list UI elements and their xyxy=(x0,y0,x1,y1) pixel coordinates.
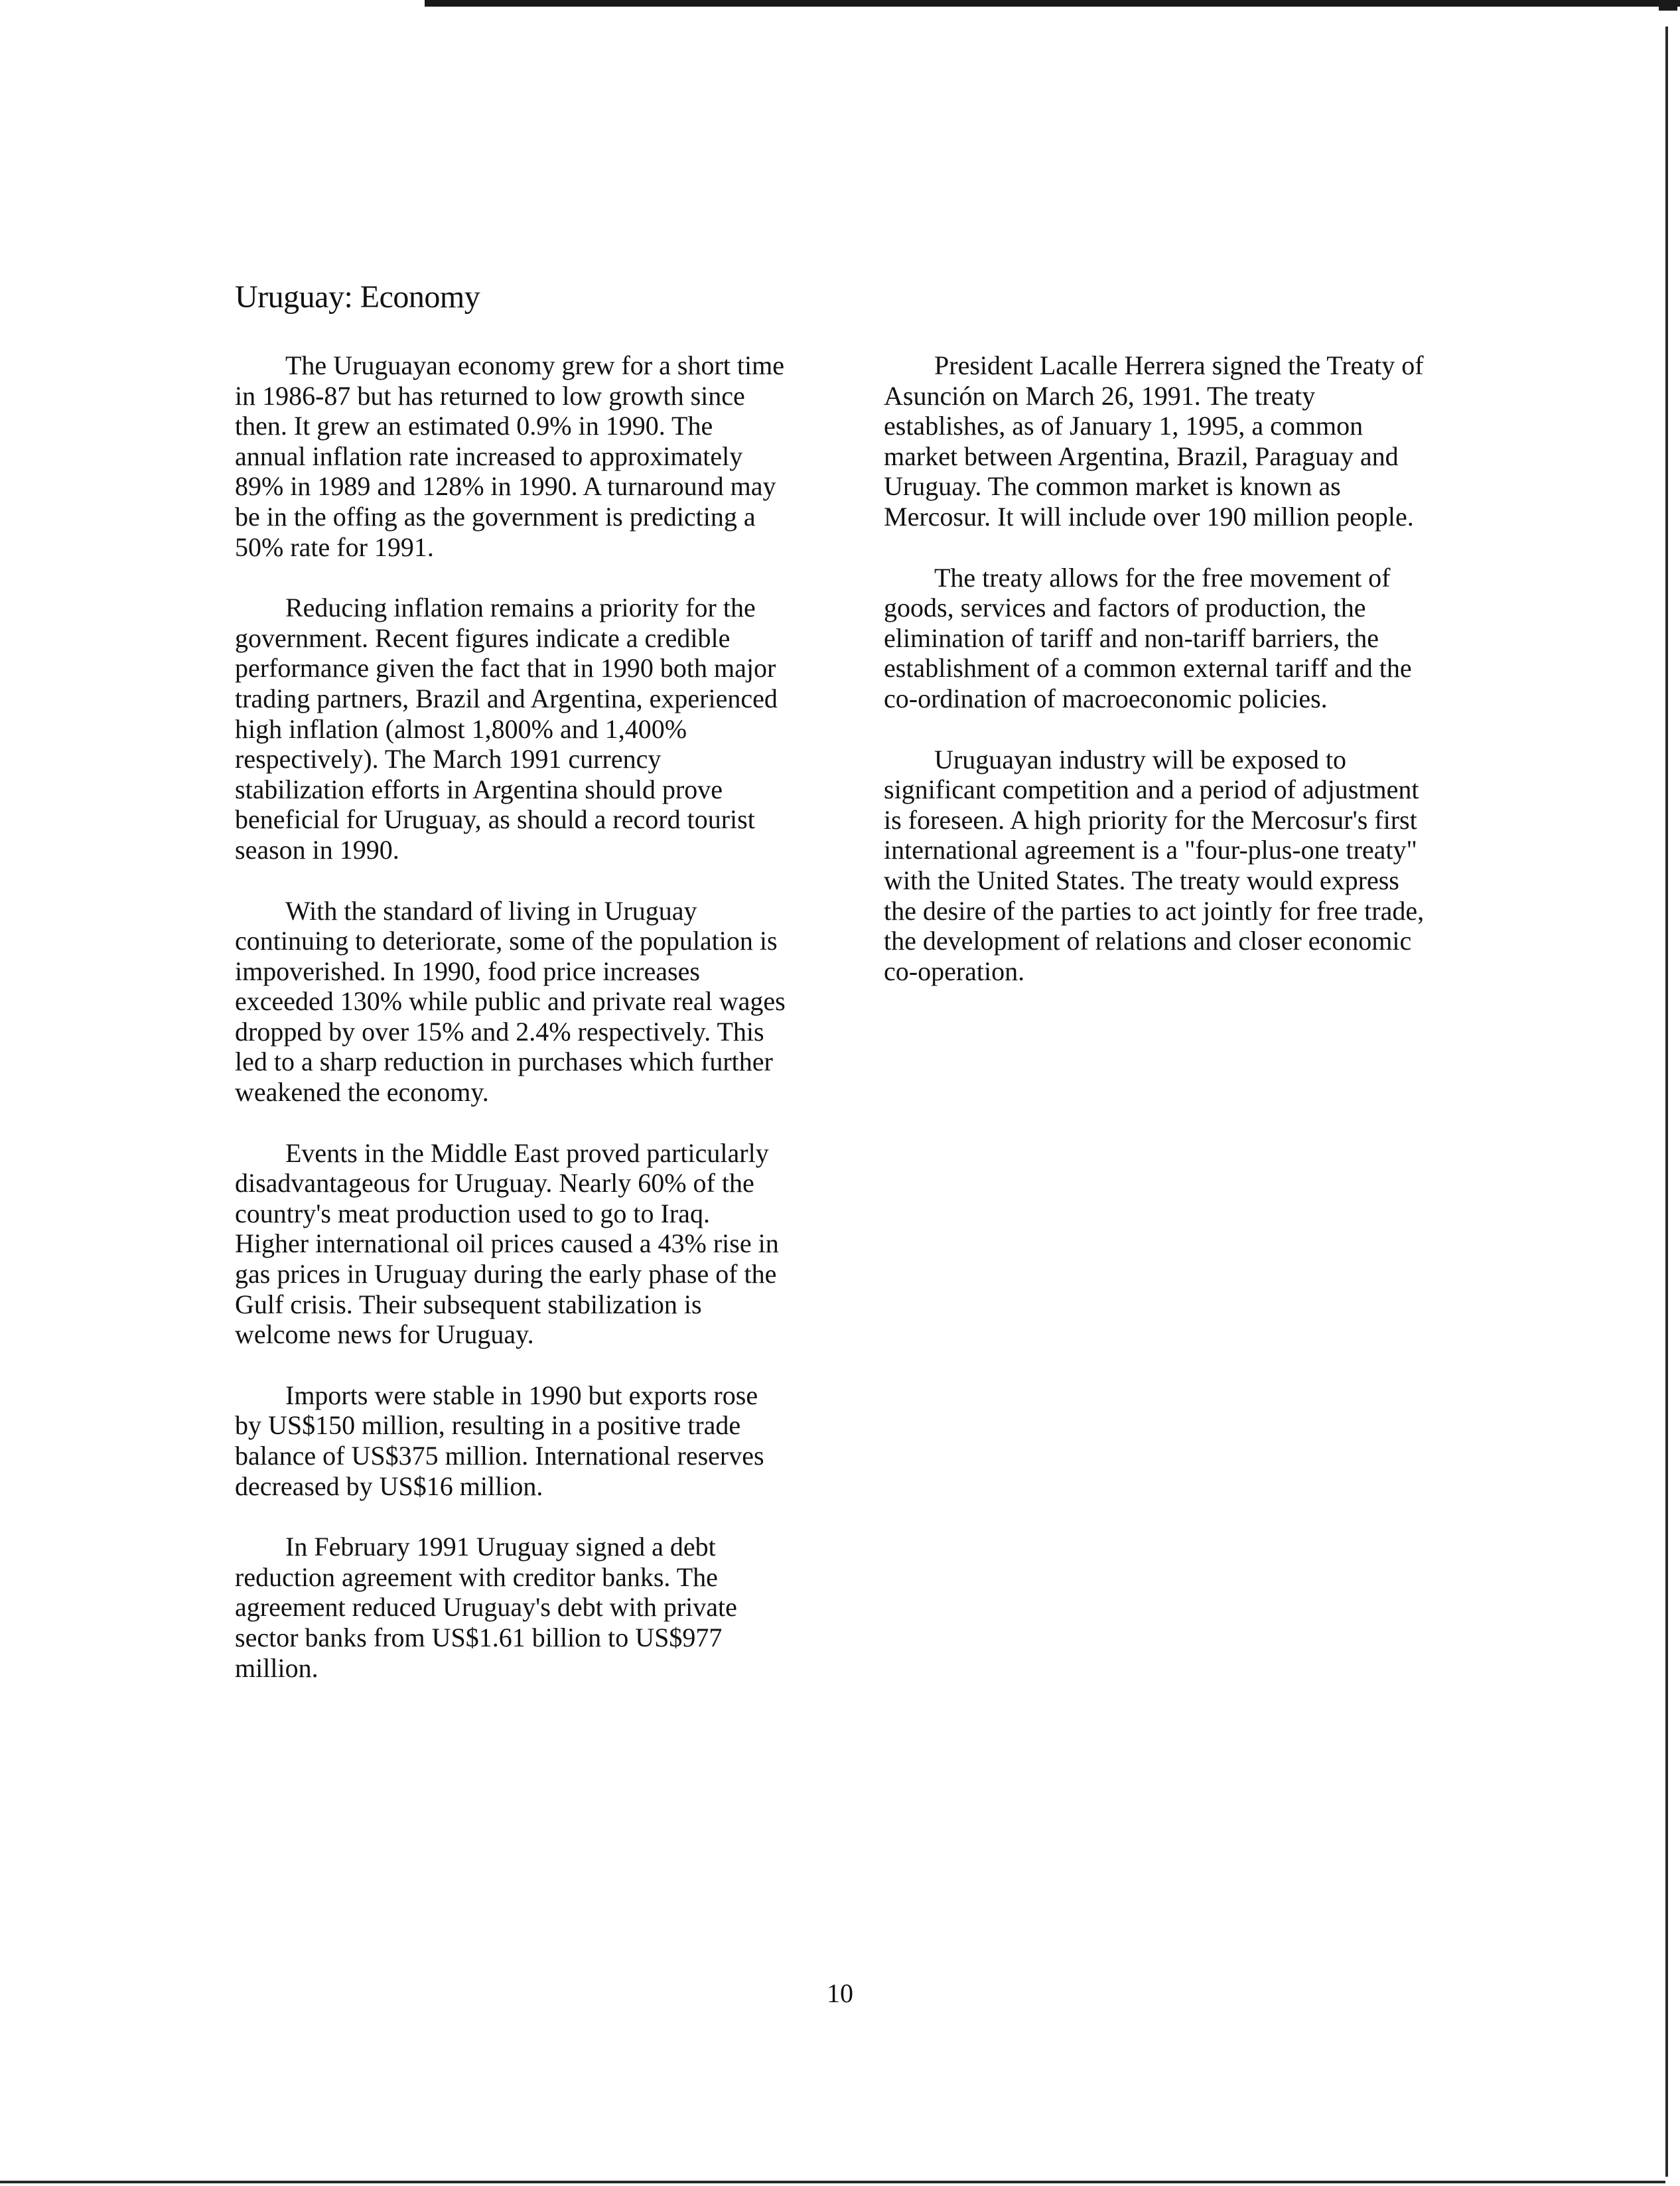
scan-bottom-border xyxy=(0,2181,1665,2183)
right-column xyxy=(884,350,1435,1017)
paragraph-standard-of-living: With the standard of living in Uruguay continuing to deteriorate, some of the population is impoverished. In 1990, food price increases exceeded 130% while public and private real wages dropped by over 15% and 2.4% respectively. This led to a sharp reduction in purchases which further weakened the economy. xyxy=(235,895,786,1108)
scan-top-border xyxy=(425,0,1680,7)
paragraph-trade-balance: Imports were stable in 1990 but exports rose by US$150 million, resulting in a positive trade balance of US$375 million. International reserves decreased by US$16 million. xyxy=(235,1380,764,1501)
page-title: Uruguay: Economy xyxy=(235,279,480,315)
paragraph-inflation-priority: Reducing inflation remains a priority for the government. Recent figures indicate a credible performance given the fact that in 1990 both major trading partners, Brazil and Argentina, experienced high inflation (almost 1,800% and 1,400% respectively). The March 1991 currency stabilization efforts in Argentina should prove beneficial for Uruguay, as should a record tourist season in 1990. xyxy=(235,593,778,865)
scan-right-border xyxy=(1665,27,1668,2177)
left-column xyxy=(235,350,786,1713)
paragraph-treaty-of-asuncion: President Lacalle Herrera signed the Treaty of Asunción on March 26, 1991. The treaty establishes, as of January 1, 1995, a common market between Argentina, Brazil, Paraguay and Uruguay. The common market is known as Mercosur. It will include over 190 million people. xyxy=(884,350,1424,532)
paragraph-industry-competition: Uruguayan industry will be exposed to significant competition and a period of adjustment is foreseen. A high priority for the Mercosur's first international agreement is a "four-plus-one treaty" with the United States. The treaty would express the desire of the parties to act jointly for free trade, the development of relations and closer economic co-operation. xyxy=(884,744,1425,986)
scan-corner-mark xyxy=(1659,0,1677,11)
page-number: 10 xyxy=(827,1978,853,2008)
paragraph-free-movement: The treaty allows for the free movement of goods, services and factors of production, the elimination of tariff and non-tariff barriers, the establishment of a common external tariff and the co-ordination of macroeconomic policies. xyxy=(884,562,1412,713)
paragraph-debt-reduction: In February 1991 Uruguay signed a debt reduction agreement with creditor banks. The agreement reduced Uruguay's debt with private sector banks from US$1.61 billion to US$977 million. xyxy=(235,1532,737,1683)
paragraph-middle-east: Events in the Middle East proved particularly disadvantageous for Uruguay. Nearly 60% of the country's meat production used to go to Iraq. Higher international oil prices caused a 43% rise in gas prices in Uruguay during the early phase of the Gulf crisis. Their subsequent stabilization is welcome news for Uruguay. xyxy=(235,1137,779,1350)
paragraph-economic-growth: The Uruguayan economy grew for a short time in 1986-87 but has returned to low growth since then. It grew an estimated 0.9% in 1990. The annual inflation rate increased to approximately 89% in 1989 and 128% in 1990. A turnaround may be in the offing as the government is predicting a 50% rate for 1991. xyxy=(235,350,784,562)
